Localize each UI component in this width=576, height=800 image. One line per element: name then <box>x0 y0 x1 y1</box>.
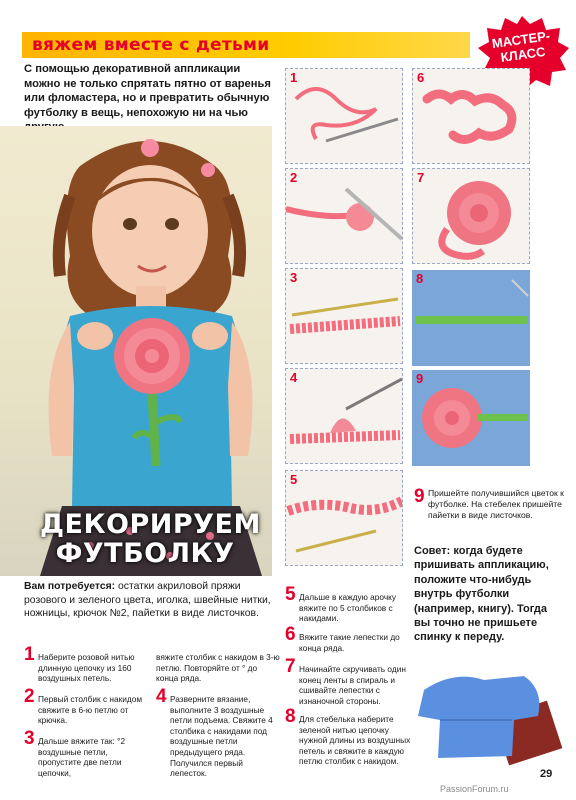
flower-on-shirt-icon <box>412 370 530 466</box>
step-number: 3 <box>290 270 298 285</box>
yarn-stitch-icon <box>286 169 403 264</box>
watermark: PassionForum.ru <box>440 784 509 794</box>
yarn-chain-icon <box>286 69 403 164</box>
instruction-4 <box>156 686 282 779</box>
step-number: 8 <box>416 271 424 286</box>
instruction-text: Дальше вяжите так: °2 воздушные петли, пропустите две петли цепочки, <box>38 736 126 778</box>
instruction-number: 2 <box>24 686 35 707</box>
instruction-text: Дальше в каждую арочку вяжите по 5 столбиков с накидами. <box>299 592 397 624</box>
step-photo-9 <box>412 370 530 466</box>
instruction-text: Наберите розовой нитью длинную цепочку из 160 воздушных петель. <box>38 652 135 684</box>
materials-text <box>24 580 280 621</box>
instruction-text: Первый столбик с накидом свяжите в 6-ю петлю от крючка. <box>38 694 143 726</box>
step-photo-1 <box>285 68 403 164</box>
step-9-caption <box>414 488 564 521</box>
step-photo-6 <box>412 68 530 164</box>
instruction-number: 5 <box>285 584 296 605</box>
yarn-petals-strip-icon <box>413 69 530 164</box>
section-title: вяжем вместе с детьми <box>32 35 270 55</box>
instruction-3 <box>24 728 150 778</box>
photo-title: ДЕКОРИРУЕМ ФУТБОЛКУ <box>40 509 261 569</box>
instruction-number: 3 <box>24 728 35 749</box>
girl-photo <box>0 126 272 576</box>
instruction-number: 8 <box>285 706 296 727</box>
step-number: 5 <box>290 472 298 487</box>
step-number: 9 <box>416 371 424 386</box>
instruction-text: Для стебелька наберите зеленой нитью цепочку нужной длины из воздушных петель и свяжите в каждую петлю столбик с накидом. <box>299 714 411 767</box>
step-number: 7 <box>417 170 425 185</box>
tshirt-book-illustration <box>414 660 564 768</box>
step-photo-5 <box>285 470 403 566</box>
section-banner <box>22 32 470 58</box>
instruction-5 <box>285 584 411 624</box>
step-photo-3 <box>285 268 403 364</box>
advice-text: когда будете пришивать аппликацию, положите что-нибудь внутрь футболки (например, книгу). Тогда вы точно не пришьете спинку к переду. <box>414 545 549 644</box>
instruction-number: 4 <box>156 686 167 707</box>
materials-label: Вам потребуется: <box>24 581 116 592</box>
instruction-8 <box>285 706 411 767</box>
step-photo-4 <box>285 368 403 464</box>
step-number: 6 <box>417 70 425 85</box>
advice-box <box>414 544 564 645</box>
instruction-7 <box>285 656 411 706</box>
tshirt-photo <box>414 660 564 768</box>
yarn-arches-icon <box>286 471 403 566</box>
page-number: 29 <box>540 768 553 780</box>
instruction-text: вяжите столбик с накидом в 3-ю петлю. Повторяйте от ° до конца ряда. <box>156 652 280 684</box>
instruction-6 <box>285 624 411 653</box>
yarn-petal-icon <box>286 369 403 464</box>
instruction-text: Начинайте скручивать один конец ленты в спираль и сшивайте лепестки с изнаночной стороны. <box>299 664 406 706</box>
instruction-number: 7 <box>285 656 296 677</box>
instruction-number: 1 <box>24 644 35 665</box>
instruction-1 <box>24 644 148 684</box>
materials-list: остатки акриловой пряжи розового и зеленого цвета, иголка, швейные нитки, ножницы, крючок №2, пайетки в виде листочков. <box>24 581 271 619</box>
step-9-number: 9 <box>414 486 425 507</box>
step-number: 1 <box>290 70 298 85</box>
step-number: 4 <box>290 370 298 385</box>
step-number: 2 <box>290 170 298 185</box>
green-stem-icon <box>412 270 530 366</box>
advice-label: Совет: <box>414 545 451 557</box>
step-photo-2 <box>285 168 403 264</box>
step-photo-8 <box>412 270 530 366</box>
instruction-3-continued <box>156 652 280 684</box>
yarn-row-icon <box>286 269 403 364</box>
instruction-text: Разверните вязание, выполните 3 воздушные петли подъема. Свяжите 4 столбика с накидами под воздушные петли предыдущего ряда. Получился первый лепесток. <box>170 694 273 779</box>
instruction-text: Вяжите такие лепестки до конца ряда. <box>299 632 400 653</box>
step-9-text: Пришейте получившийся цветок к футболке. На стебелек пришейте пайетки в виде листочков. <box>428 488 564 520</box>
instruction-2 <box>24 686 148 726</box>
instruction-number: 6 <box>285 624 296 645</box>
step-photo-7 <box>412 168 530 264</box>
yarn-spiral-icon <box>413 169 530 264</box>
badge-text: МАСТЕР- КЛАСС <box>490 28 551 65</box>
intro-text: С помощью декоративной аппликации можно не только спрятать пятно от варенья или фломастера, но и превратить обычную футболку в вещь, непохожую ни на чью <box>24 63 271 119</box>
